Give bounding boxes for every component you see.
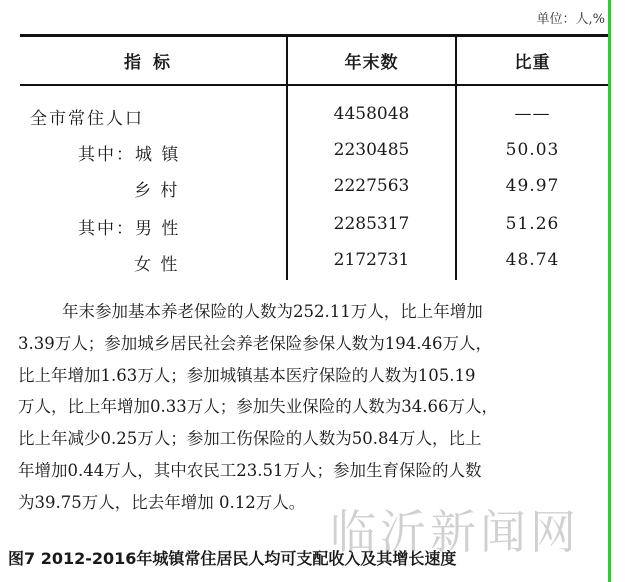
table-top-rule — [20, 34, 608, 37]
site-watermark: 临沂新闻网 — [330, 505, 580, 559]
table-row — [20, 104, 608, 138]
paragraph-line: 年增加0.44万人，其中农民工23.51万人；参加生育保险的人数 — [18, 460, 482, 480]
row-proportion: 49.97 — [505, 176, 560, 196]
row-value: 2227563 — [333, 176, 410, 196]
table-row — [20, 250, 608, 284]
paragraph-line: 比上年增加1.63万人；参加城镇基本医疗保险的人数为105.19 — [18, 365, 476, 385]
paragraph-line: 年末参加基本养老保险的人数为252.11万人，比上年增加 — [62, 302, 483, 321]
insurance-paragraph — [18, 296, 610, 519]
row-label: 全市常住人口 — [30, 109, 144, 129]
row-label: 其中：男 性 — [78, 219, 181, 239]
paragraph-line: 万人，比上年增加0.33万人；参加失业保险的人数为34.66万人， — [18, 397, 498, 417]
paragraph-line: 比上年减少0.25万人；参加工伤保险的人数为50.84万人，比上 — [18, 429, 482, 449]
row-label: 乡 村 — [134, 181, 180, 201]
row-proportion: 50.03 — [505, 140, 560, 160]
table-row — [20, 176, 608, 210]
figure-caption: 图7 2012-2016年城镇常住居民人均可支配收入及其增长速度 — [8, 549, 457, 568]
header-proportion: 比重 — [514, 53, 551, 73]
header-year-end: 年末数 — [344, 53, 399, 73]
row-value: 2285317 — [333, 214, 410, 234]
row-value: 2230485 — [333, 140, 410, 160]
green-edge-line — [608, 0, 611, 582]
header-indicator: 指标 — [124, 53, 182, 73]
row-proportion: —— — [514, 104, 551, 124]
table-row — [20, 140, 608, 174]
row-value: 2172731 — [333, 250, 410, 270]
paragraph-line: 3.39万人；参加城乡居民社会养老保险参保人数为194.46万人， — [18, 333, 492, 353]
unit-note: 单位：人,% — [536, 12, 605, 27]
row-value: 4458048 — [333, 104, 410, 124]
row-label: 女 性 — [134, 255, 180, 275]
row-proportion: 48.74 — [505, 250, 560, 270]
paragraph-line: 为39.75万人，比去年增加 0.12万人。 — [18, 492, 306, 512]
table-row — [20, 214, 608, 248]
table-header-rule — [20, 84, 608, 86]
row-proportion: 51.26 — [505, 214, 560, 234]
row-label: 其中：城 镇 — [78, 145, 181, 165]
